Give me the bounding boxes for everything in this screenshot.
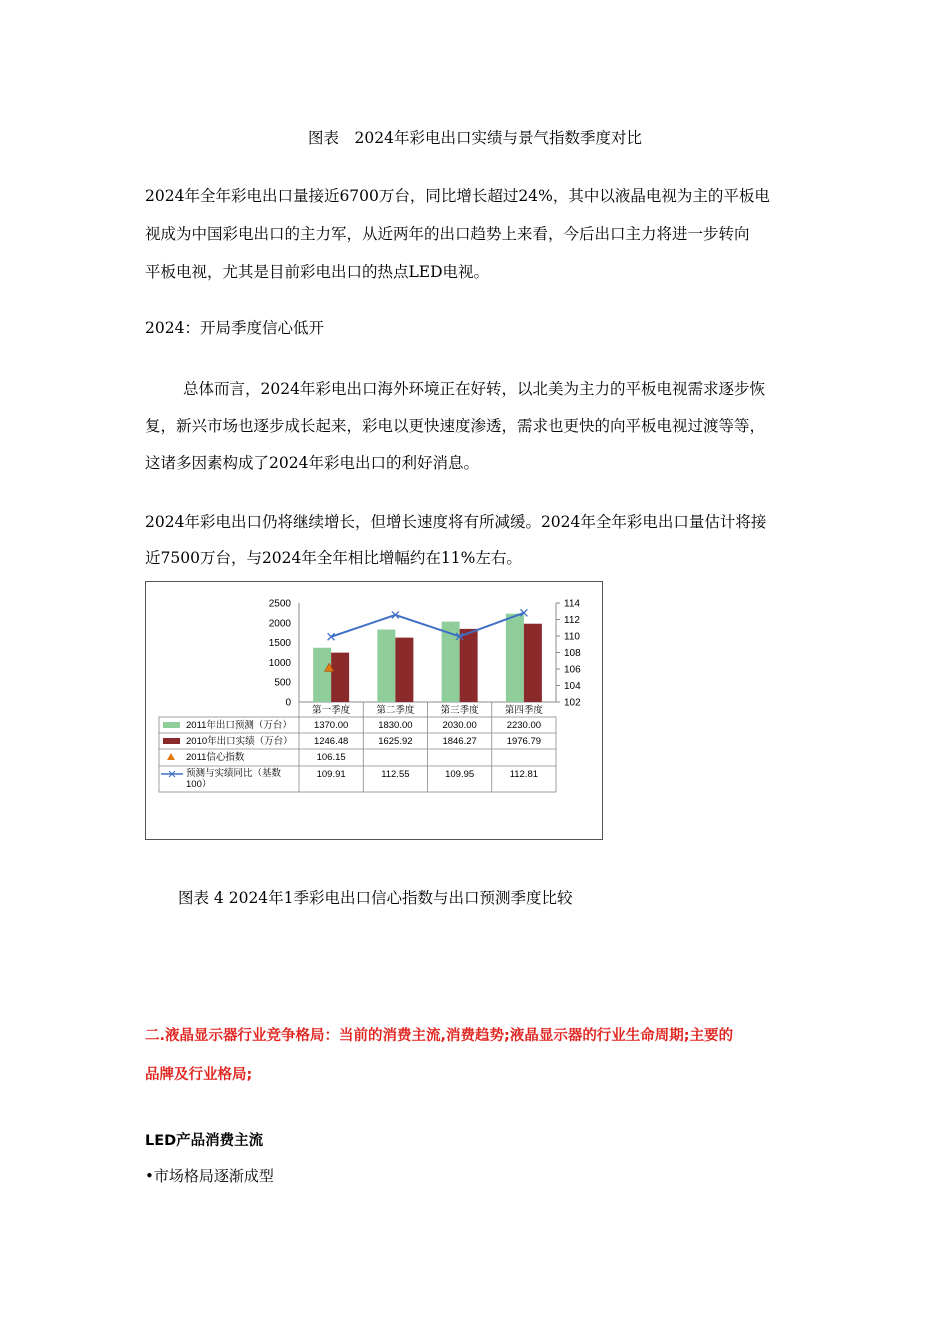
series-name: 2011年出口预测（万台） [186, 720, 292, 731]
table-cell-value: 1625.92 [378, 736, 413, 747]
table-cell-value: 2030.00 [442, 720, 477, 731]
series-name-line-1: 预测与实绩同比（基数 [186, 768, 282, 779]
table-cell-value: 112.81 [509, 769, 539, 780]
series-name: 2011信心指数 [186, 752, 245, 763]
table-cell-value: 1246.48 [313, 736, 349, 747]
legend-key-bar [163, 738, 180, 744]
right-axis-tick-label: 110 [564, 631, 580, 643]
figure-caption-top: 图表 2024年彩电出口实绩与景气指数季度对比 [308, 129, 642, 147]
paragraph-1-line-3: 平板电视，尤其是目前彩电出口的热点LED电视。 [145, 263, 490, 281]
right-axis-tick-label: 112 [564, 615, 580, 626]
paragraph-1-line-1: 2024年全年彩电出口量接近6700万台，同比增长超过24%，其中以液晶电视为主的平板电 [145, 187, 770, 205]
figure-caption-chart: 图表 4 2024年1季彩电出口信心指数与出口预测季度比较 [178, 889, 573, 907]
table-cell-value: 1846.27 [442, 736, 477, 747]
line-series-yoy [331, 613, 524, 637]
left-axis-tick-label: 1000 [268, 657, 291, 669]
right-axis-tick-label: 108 [564, 648, 581, 659]
subheading-led: LED产品消费主流 [145, 1133, 264, 1149]
red-heading-line-1: 二.液晶显示器行业竞争格局：当前的消费主流,消费趋势;液晶显示器的行业生命周期;主要的 [145, 1028, 734, 1044]
left-axis-tick-label: 0 [285, 697, 291, 709]
bar-actual [395, 638, 413, 702]
combo-chart [146, 582, 602, 839]
bar-actual [331, 653, 349, 702]
table-cell-value: 1370.00 [313, 720, 349, 731]
paragraph-3-line-2: 近7500万台，与2024年全年相比增幅约在11%左右。 [145, 549, 522, 567]
paragraph-2-line-2: 复，新兴市场也逐步成长起来，彩电以更快速度渗透，需求也更快的向平板电视过渡等等， [145, 417, 766, 435]
right-axis-tick-label: 102 [564, 697, 581, 709]
table-cell-value: 109.91 [316, 769, 346, 780]
table-cell-value: 109.95 [445, 769, 475, 780]
bar-actual [524, 624, 542, 702]
legend-key-marker [167, 753, 175, 760]
category-label: 第一季度 [312, 705, 351, 716]
table-cell-value: 112.55 [381, 769, 410, 780]
left-axis-tick-label: 2000 [268, 618, 291, 630]
series-name: 2010年出口实绩（万台） [186, 736, 293, 747]
red-heading-line-2: 品牌及行业格局; [145, 1067, 253, 1083]
bar-forecast [506, 614, 524, 702]
right-axis-tick-label: 114 [564, 598, 580, 610]
table-cell-value: 106.15 [316, 752, 346, 763]
right-axis-tick-label: 106 [564, 664, 581, 676]
table-cell-value: 1830.00 [378, 720, 413, 731]
table-cell-value: 1976.79 [506, 736, 542, 747]
paragraph-3-line-1: 2024年彩电出口仍将继续增长，但增长速度将有所减缓。2024年全年彩电出口量估计将接 [145, 513, 767, 531]
bullet-item: •市场格局逐渐成型 [145, 1167, 274, 1185]
section-heading-2024: 2024：开局季度信心低开 [145, 319, 324, 337]
paragraph-2-line-1: 总体而言，2024年彩电出口海外环境正在好转，以北美为主力的平板电视需求逐步恢 [183, 380, 765, 398]
paragraph-1-line-2: 视成为中国彩电出口的主力军，从近两年的出口趋势上来看，今后出口主力将进一步转向 [145, 225, 750, 243]
series-name-line-2: 100） [186, 779, 212, 790]
left-axis-tick-label: 2500 [268, 598, 291, 610]
category-label: 第四季度 [504, 705, 543, 716]
left-axis-tick-label: 1500 [268, 638, 291, 650]
table-cell-value: 2230.00 [506, 720, 542, 731]
category-label: 第三季度 [440, 705, 479, 716]
left-axis-tick-label: 500 [274, 677, 291, 689]
chart-figure [145, 581, 603, 840]
paragraph-2-line-3: 这诸多因素构成了2024年彩电出口的利好消息。 [145, 454, 479, 472]
bar-forecast [377, 630, 395, 702]
legend-key-bar [163, 722, 180, 728]
bar-forecast [313, 648, 331, 702]
right-axis-tick-label: 104 [564, 681, 581, 692]
category-label: 第二季度 [376, 705, 415, 716]
